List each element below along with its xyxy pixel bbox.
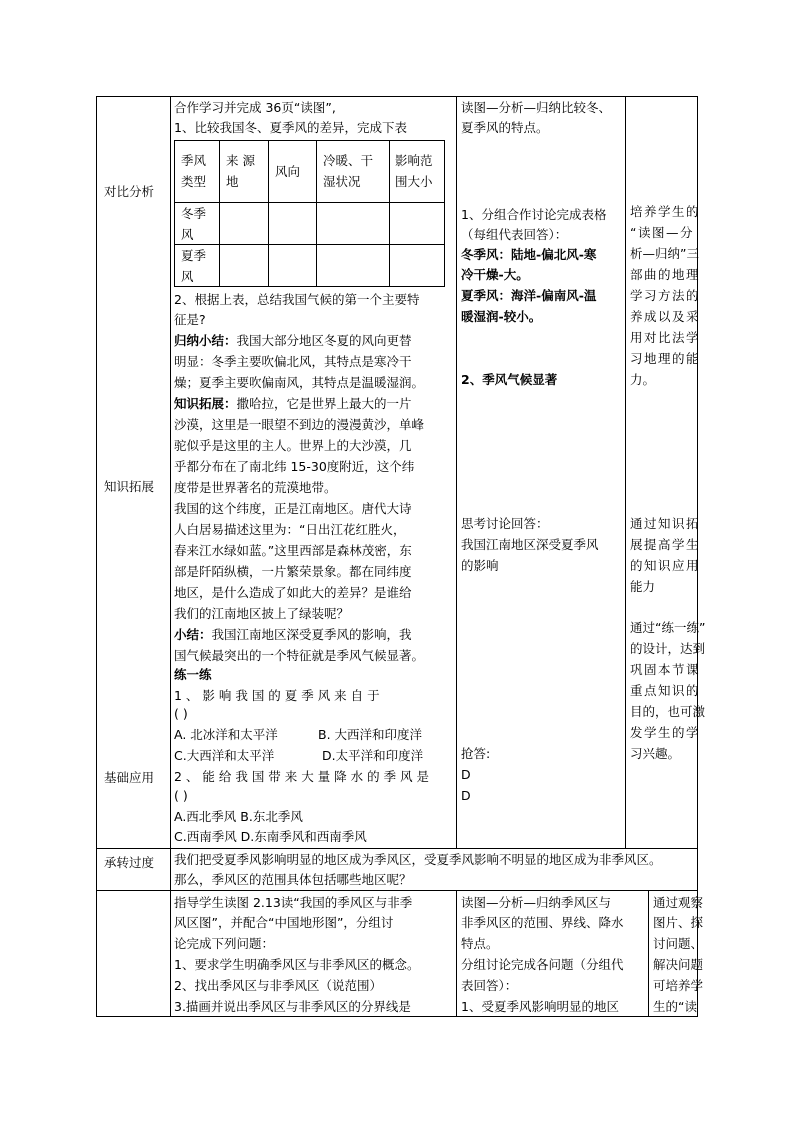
exercise1-blank: ( ) xyxy=(174,706,188,721)
table-top-border xyxy=(96,96,698,97)
task2-line-b: 征是? xyxy=(174,312,206,327)
extension-line-b: 沙漠，这里是一眼望不到边的漫漫黄沙，单峰 xyxy=(174,417,425,432)
transition-line-1: 我们把受夏季风影响明显的地区成为季风区，受夏季风影响不明显的地区成为非季风区。 xyxy=(174,852,662,867)
transition-line-2: 那么，季风区的范围具体包括哪些地区呢？ xyxy=(174,872,412,887)
quick-answer-label: 抢答: xyxy=(461,746,491,761)
think-discuss-line-2: 的影响 xyxy=(461,558,499,573)
row-summer-monsoon: 夏季 风 xyxy=(181,248,207,284)
exercise1-option-a: A. 北冰洋和太平洋 xyxy=(174,727,278,742)
quick-answer-1: D xyxy=(461,767,471,782)
task2-line-a: 2、根据上表，总结我国气候的第一个主要特 xyxy=(174,292,420,307)
winter-answer-line-2: 冷干燥-大。 xyxy=(461,267,529,282)
extension-line-d: 乎都分布在了南北纬 15-30度附近，这个纬 xyxy=(174,459,415,474)
col-divider-3b xyxy=(648,890,649,1017)
think-discuss-label: 思考讨论回答： xyxy=(461,516,549,531)
quick-answer-2: D xyxy=(461,788,471,803)
th-source: 来 源 地 xyxy=(226,153,255,189)
row-label-transition: 承转过度 xyxy=(104,855,155,870)
task1-line: 1、比较我国冬、夏季风的差异，完成下表 xyxy=(174,120,407,135)
exercise1-option-d: D.太平洋和印度洋 xyxy=(322,748,424,763)
extension-line-k: 我们的江南地区披上了绿装呢？ xyxy=(174,606,350,621)
group-discussion-line-1: 1、分组合作讨论完成表格 xyxy=(461,207,607,222)
row-label-extension: 知识拓展 xyxy=(104,479,155,494)
extension-line-e: 度带是世界著名的荒漠地带。 xyxy=(174,480,337,495)
group-discussion-line-2: （每组代表回答）： xyxy=(461,227,568,242)
student-activity-line-2: 夏季风的特点。 xyxy=(461,120,549,135)
summary-line-c: 燥；夏季主要吹偏南风，其特点是温暖湿润。 xyxy=(174,375,425,390)
exercise1-question: 1 、 影 响 我 国 的 夏 季 风 来 自 于 xyxy=(174,688,380,703)
student-activity-line-1: 读图—分析—归纳比较冬、 xyxy=(461,100,612,115)
winter-answer-line-1: 冬季风：陆地-偏北风-寒 xyxy=(461,247,597,262)
table-left-border xyxy=(96,96,97,1017)
extension-line-i: 部是阡陌纵横，一片繁荣景象。都在同纬度 xyxy=(174,564,412,579)
think-discuss-line-1: 我国江南地区深受夏季风 xyxy=(461,537,599,552)
row-divider-1 xyxy=(96,848,698,849)
th-temp-humidity: 冷暖、干 湿状况 xyxy=(323,153,374,189)
extension-line-g: 人白居易描述这里为：“日出江花红胜火， xyxy=(174,522,406,537)
exercise2-options-cd: C.西南季风 D.东南季风和西南季风 xyxy=(174,829,367,844)
th-monsoon-type: 季风 类型 xyxy=(181,153,207,189)
summer-answer-line-2: 暖湿润-较小。 xyxy=(461,309,542,324)
summary-line-b: 明显：冬季主要吹偏北风，其特点是寒冷干 xyxy=(174,354,412,369)
exercise2-question: 2 、 能 给 我 国 带 来 大 量 降 水 的 季 风 是 xyxy=(174,769,430,784)
exercise1-option-c: C.大西洋和太平洋 xyxy=(174,748,275,763)
col-divider-2 xyxy=(456,96,457,848)
exercise1-option-b: B. 大西洋和印度洋 xyxy=(318,727,423,742)
monsoon-climate-answer: 2、季风气候显著 xyxy=(461,372,558,387)
exercise2-blank: ( ) xyxy=(174,788,188,803)
extension-line-c: 驼似乎是这里的主人。世界上的大沙漠，几 xyxy=(174,438,412,453)
row-label-compare: 对比分析 xyxy=(104,184,155,199)
extension-line-h: 春来江水绿如蓝。”这里西部是森林茂密，东 xyxy=(174,543,412,558)
col-divider-2b xyxy=(456,890,457,1017)
row-label-application: 基础应用 xyxy=(104,770,155,785)
summary-line-a: 归纳小结：我国大部分地区冬夏的风向更替 xyxy=(174,333,412,348)
exercise-heading: 练一练 xyxy=(174,667,212,682)
extension-line-f: 我国的这个纬度，正是江南地区。唐代大诗 xyxy=(174,501,412,516)
extension-line-a: 知识拓展：撒哈拉，它是世界上最大的一片 xyxy=(174,396,412,411)
small-summary-line-b: 国气候最突出的一个特征就是季风气候显著。 xyxy=(174,648,425,663)
extension-line-j: 地区，是什么造成了如此大的差异？是谁给 xyxy=(174,585,412,600)
exercise2-options-ab: A.西北季风 B.东北季风 xyxy=(174,809,303,824)
th-direction: 风向 xyxy=(275,164,301,179)
col-divider-3 xyxy=(625,96,626,848)
small-summary-line-a: 小结：我国江南地区深受夏季风的影响，我 xyxy=(174,627,412,642)
summer-answer-line-1: 夏季风：海洋-偏南风-温 xyxy=(461,288,597,303)
intro-line: 合作学习并完成 36页“读图”, xyxy=(174,100,336,115)
th-influence-range: 影响范 围大小 xyxy=(395,153,433,189)
row-winter-monsoon: 冬季 风 xyxy=(181,206,207,242)
col-divider-1 xyxy=(170,96,171,1017)
